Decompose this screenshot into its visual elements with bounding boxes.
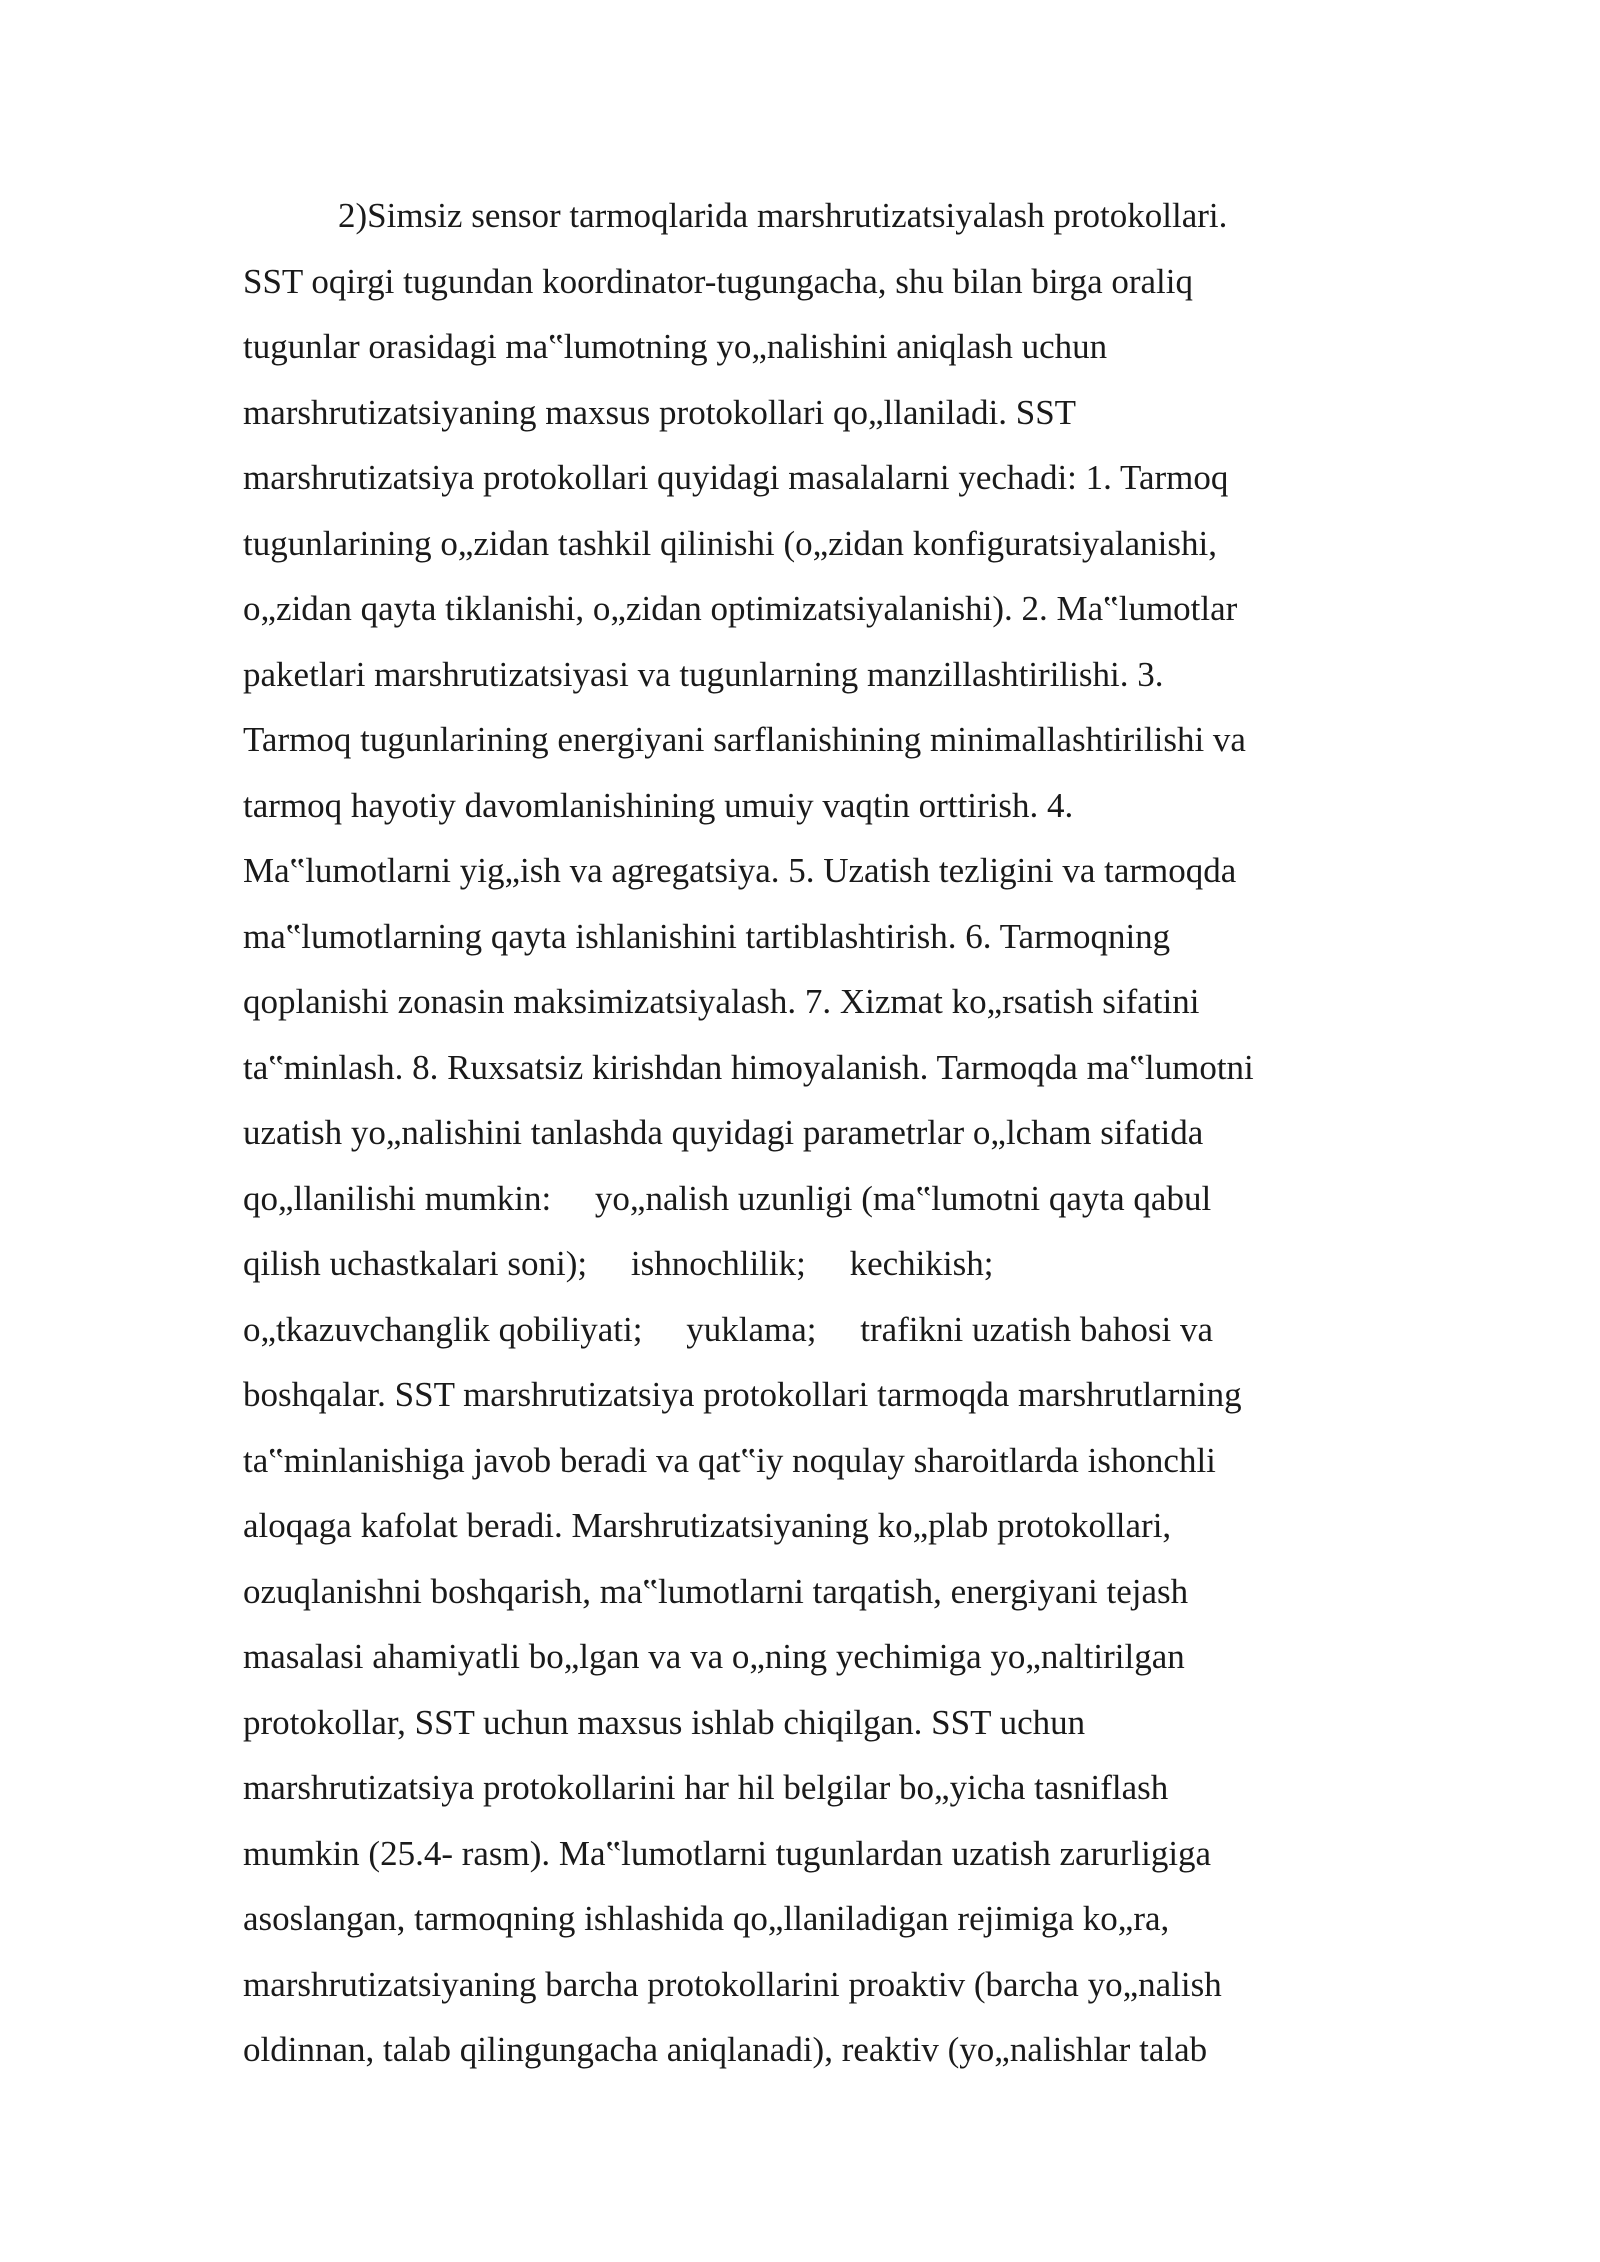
paragraph-line: o„zidan qayta tiklanishi, o„zidan optimizatsiyalanishi). 2. Ma‟lumotlar xyxy=(243,589,1238,628)
paragraph-line: masalasi ahamiyatli bo„lgan va va o„ning yechimiga yo„naltirilgan xyxy=(243,1637,1185,1676)
paragraph-line: protokollar, SST uchun maxsus ishlab chiqilgan. SST uchun xyxy=(243,1702,1086,1742)
paragraph-line: marshrutizatsiya protokollari quyidagi masalalarni yechadi: 1. Tarmoq xyxy=(243,458,1229,497)
body-paragraph xyxy=(243,190,1363,2090)
paragraph-line: qo„llanilishi mumkin: yo„nalish uzunligi (ma‟lumotni qayta qabul xyxy=(243,1178,1212,1218)
paragraph-line: ozuqlanishni boshqarish, ma‟lumotlarni tarqatish, energiyani tejash xyxy=(243,1571,1189,1611)
paragraph-line: marshrutizatsiyaning barcha protokollarini proaktiv (barcha yo„nalish xyxy=(243,1964,1222,2004)
paragraph-line: uzatish yo„nalishini tanlashda quyidagi parametrlar o„lcham sifatida xyxy=(243,1113,1204,1152)
paragraph-line: paketlari marshrutizatsiyasi va tugunlarning manzillashtirilishi. 3. xyxy=(243,654,1164,694)
paragraph-line: Tarmoq tugunlarining energiyani sarflanishining minimallashtirilishi va xyxy=(243,720,1246,759)
paragraph-line: oldinnan, talab qilingungacha aniqlanadi), reaktiv (yo„nalishlar talab xyxy=(243,2030,1208,2069)
paragraph-line: ta‟minlanishiga javob beradi va qat‟iy noqulay sharoitlarda ishonchli xyxy=(243,1440,1216,1480)
paragraph-line: tugunlarining o„zidan tashkil qilinishi (o„zidan konfiguratsiyalanishi, xyxy=(243,523,1217,563)
paragraph-line: mumkin (25.4- rasm). Ma‟lumotlarni tugunlardan uzatish zarurligiga xyxy=(243,1833,1212,1873)
paragraph-line: o„tkazuvchanglik qobiliyati; yuklama; trafikni uzatish bahosi va xyxy=(243,1309,1214,1349)
paragraph-line: asoslangan, tarmoqning ishlashida qo„llaniladigan rejimiga ko„ra, xyxy=(243,1899,1170,1938)
paragraph-line: aloqaga kafolat beradi. Marshrutizatsiyaning ko„plab protokollari, xyxy=(243,1506,1172,1545)
paragraph-line: Ma‟lumotlarni yig„ish va agregatsiya. 5. Uzatish tezligini va tarmoqda xyxy=(243,851,1237,890)
paragraph-line: ta‟minlash. 8. Ruxsatsiz kirishdan himoyalanish. Tarmoqda ma‟lumotni xyxy=(243,1047,1254,1087)
paragraph-line: ma‟lumotlarning qayta ishlanishini tartiblashtirish. 6. Tarmoqning xyxy=(243,916,1171,956)
paragraph-line: tugunlar orasidagi ma‟lumotning yo„nalishini aniqlash uchun xyxy=(243,327,1108,366)
paragraph-line: boshqalar. SST marshrutizatsiya protokollari tarmoqda marshrutlarning xyxy=(243,1375,1242,1414)
paragraph-line: qoplanishi zonasin maksimizatsiyalash. 7. Xizmat ko„rsatish sifatini xyxy=(243,982,1200,1021)
paragraph-line: marshrutizatsiya protokollarini har hil belgilar bo„yicha tasniflash xyxy=(243,1768,1169,1807)
paragraph-line: 2)Simsiz sensor tarmoqlarida marshrutizatsiyalash protokollari. xyxy=(338,196,1228,235)
paragraph-line: marshrutizatsiyaning maxsus protokollari qo„llaniladi. SST xyxy=(243,392,1077,432)
paragraph-line: SST oqirgi tugundan koordinator-tugungacha, shu bilan birga oraliq xyxy=(243,261,1194,301)
paragraph-line: tarmoq hayotiy davomlanishining umuiy vaqtin orttirish. 4. xyxy=(243,785,1074,825)
paragraph-line: qilish uchastkalari soni); ishnochlilik; kechikish; xyxy=(243,1244,994,1283)
